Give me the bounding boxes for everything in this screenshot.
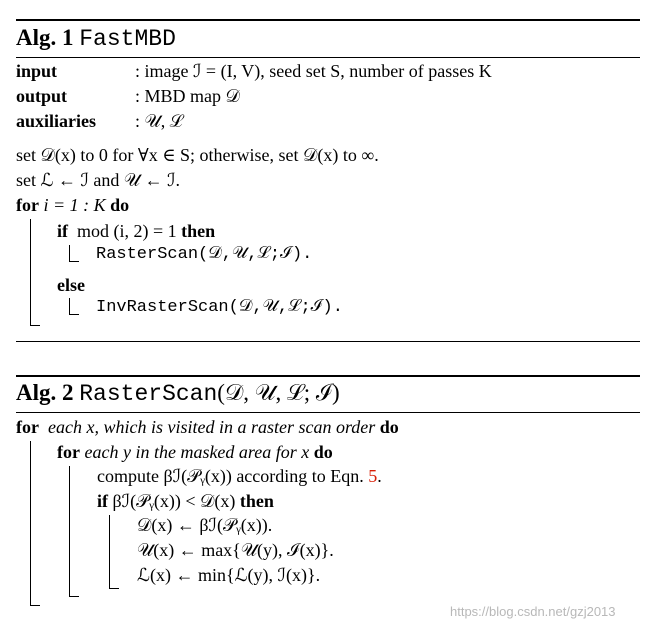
alg2-title	[16, 380, 340, 407]
alg1-for-line	[16, 195, 129, 216]
alg2-eqn-ref[interactable]: 5	[368, 466, 378, 486]
alg2-assign-u: 𝒰(x) ← max{𝒰(y), ℐ(x)}.	[137, 540, 334, 560]
alg1-input-desc: : image ℐ = (I, V), seed set S, number of passes K	[135, 61, 492, 81]
alg2-for-bracket	[30, 441, 31, 605]
alg1-if-line	[57, 221, 215, 242]
alg2-for-bracket-foot	[30, 605, 40, 606]
watermark: https://blog.csdn.net/gzj2013	[450, 604, 616, 619]
alg1-if-bracket-foot	[69, 261, 79, 262]
alg1-output-desc: : MBD map 𝒟	[135, 86, 240, 106]
alg2-for-text: each x, which is visited in a raster scan order	[47, 417, 376, 437]
alg2-if-cond: βℐ(𝒫ᵧ(x)) < 𝒟(x)	[112, 491, 236, 511]
alg1-aux-kw: auxiliaries	[16, 111, 96, 131]
alg1-name: FastMBD	[79, 26, 176, 52]
alg2-do-kw: do	[379, 417, 399, 437]
alg2-top-rule	[16, 375, 640, 377]
alg2-mid-rule	[16, 412, 640, 413]
alg2-compute-post: .	[377, 466, 382, 486]
alg2-if-line	[97, 491, 274, 512]
alg1-for-bracket	[30, 219, 31, 325]
alg2-for2-bracket	[69, 466, 70, 596]
alg1-bottom-rule	[16, 341, 640, 342]
alg2-compute-line	[97, 466, 382, 487]
alg1-else-bracket-foot	[69, 314, 79, 315]
alg1-if-cond: mod (i, 2) = 1	[77, 221, 177, 241]
alg1-output-kw: output	[16, 86, 68, 106]
alg1-do-kw: do	[110, 195, 130, 215]
alg2-then-kw: then	[239, 491, 274, 511]
alg1-for-range: i = 1 : K	[43, 195, 106, 215]
alg2-for2-text: each y in the masked area for x	[84, 442, 310, 462]
alg1-for-kw: for	[16, 195, 39, 215]
alg1-for-bracket-foot	[30, 325, 40, 326]
alg1-if-kw: if	[57, 221, 68, 241]
alg1-line-set: set ℒ ← ℐ and 𝒰 ← ℐ.	[16, 170, 181, 190]
alg2-for-line	[16, 417, 399, 438]
alg1-else-kw: else	[57, 275, 85, 295]
alg1-top-rule	[16, 19, 640, 21]
alg2-if-kw: if	[97, 491, 108, 511]
alg1-else-bracket	[69, 298, 70, 314]
alg2-if-bracket-foot	[109, 588, 119, 589]
alg2-assign-l: ℒ(x) ← min{ℒ(y), ℐ(x)}.	[137, 565, 321, 585]
alg1-inv-call: InvRasterScan(𝒟,𝒰,ℒ;ℐ).	[96, 298, 343, 317]
alg1-title	[16, 25, 176, 52]
alg2-label: Alg. 2	[16, 380, 74, 405]
alg1-if-bracket	[69, 245, 70, 261]
alg2-for2-kw: for	[57, 442, 80, 462]
alg2-args: (𝒟, 𝒰, ℒ; ℐ)	[217, 380, 340, 405]
alg1-label: Alg. 1	[16, 25, 74, 50]
alg2-name: RasterScan	[79, 381, 218, 407]
alg1-mid-rule	[16, 57, 640, 58]
alg2-do2-kw: do	[313, 442, 333, 462]
alg1-aux-desc: : 𝒰, ℒ	[135, 111, 183, 131]
alg2-compute-pre: compute βℐ(𝒫ᵧ(x)) according to Eqn.	[97, 466, 369, 486]
alg1-input-kw: input	[16, 61, 58, 81]
alg2-assign-d: 𝒟(x) ← βℐ(𝒫ᵧ(x)).	[137, 515, 273, 535]
alg2-for2-line	[57, 442, 333, 463]
alg2-if-bracket	[109, 515, 110, 588]
alg1-then-kw: then	[181, 221, 216, 241]
alg1-line-init: set 𝒟(x) to 0 for ∀x ∈ S; otherwise, set 𝒟(x) to ∞.	[16, 145, 379, 165]
alg1-raster-call: RasterScan(𝒟,𝒰,ℒ;ℐ).	[96, 245, 313, 264]
alg2-for-kw: for	[16, 417, 39, 437]
alg2-for2-bracket-foot	[69, 596, 79, 597]
